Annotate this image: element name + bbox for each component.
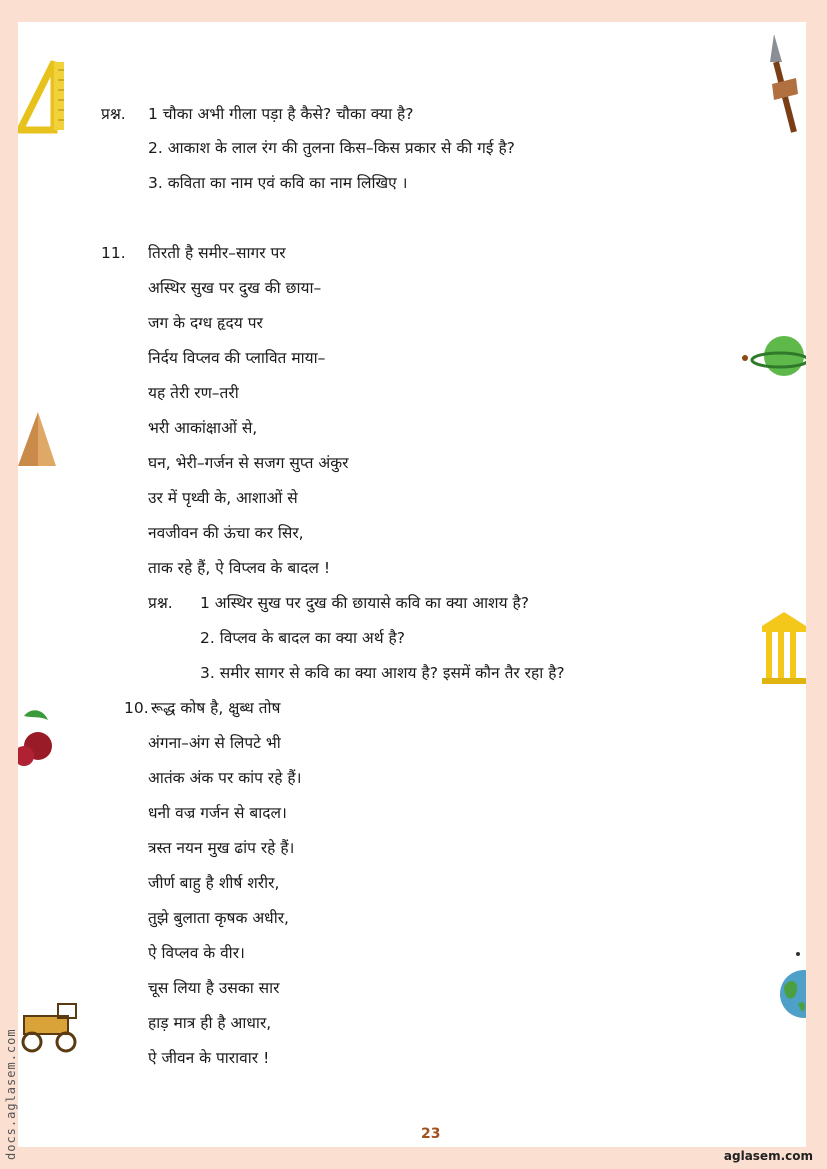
question-1: 1 अस्थिर सुख पर दुख की छायासे कवि का क्या आशय है?: [200, 594, 529, 612]
question-label: प्रश्न.: [148, 594, 173, 612]
page-sheet: [18, 22, 806, 1147]
question-2: 2. विप्लव के बादल का क्या अर्थ है?: [200, 629, 406, 647]
vintage-car-icon: [18, 994, 84, 1058]
poem-line: नवजीवन की ऊंचा कर सिर,: [148, 524, 304, 542]
ruler-triangle-icon: [18, 60, 66, 134]
globe-icon: [774, 946, 806, 1020]
poem-line: तुझे बुलाता कृषक अधीर,: [148, 909, 289, 927]
poem-line: जीर्ण बाहु है शीर्ष शरीर,: [148, 874, 280, 892]
poem-line: भरी आकांक्षाओं से,: [148, 419, 258, 437]
poem-line: अंगना–अंग से लिपटे भी: [148, 734, 281, 752]
pillar-temple-icon: [760, 608, 806, 686]
poem-line: ऐ विप्लव के वीर।: [148, 944, 245, 962]
poem-line: यह तेरी रण–तरी: [148, 384, 239, 402]
poem-line: चूस लिया है उसका सार: [148, 979, 280, 997]
poem-line: रूद्ध कोष है, क्षुब्ध तोष: [151, 699, 281, 717]
section-number-10: 10.: [124, 699, 149, 717]
question-1: 1 चौका अभी गीला पड़ा है कैसे? चौका क्या है?: [148, 105, 414, 123]
pyramid-icon: [18, 410, 58, 470]
poem-line: निर्दय विप्लव की प्लावित माया–: [148, 349, 326, 367]
watermark-text: docs.aglasem.com: [4, 1028, 18, 1160]
poem-line: उर में पृथ्वी के, आशाओं से: [148, 489, 298, 507]
poem-line: आतंक अंक पर कांप रहे हैं।: [148, 769, 302, 787]
poem-line: ऐ जीवन के पारावार !: [148, 1049, 270, 1067]
section-number-11: 11.: [101, 244, 126, 262]
planet-icon: [740, 334, 806, 380]
poem-line: अस्थिर सुख पर दुख की छाया–: [148, 279, 322, 297]
fruit-icon: [18, 706, 56, 776]
question-3: 3. समीर सागर से कवि का क्या आशय है? इसमें कौन तैर रहा है?: [200, 664, 565, 682]
question-2: 2. आकाश के लाल रंग की तुलना किस–किस प्रकार से की गई है?: [148, 139, 515, 157]
question-3: 3. कविता का नाम एवं कवि का नाम लिखिए ।: [148, 174, 408, 192]
poem-line: त्रस्त नयन मुख ढांप रहे हैं।: [148, 839, 295, 857]
site-label: aglasem.com: [723, 1149, 813, 1163]
poem-line: धनी वज्र गर्जन से बादल।: [148, 804, 287, 822]
page-number: 23: [421, 1126, 441, 1142]
poem-line: हाड़ मात्र ही है आधार,: [148, 1014, 272, 1032]
poem-line: ताक रहे हैं, ऐ विप्लव के बादल !: [148, 559, 331, 577]
question-label: प्रश्न.: [101, 105, 126, 123]
poem-line: जग के दग्ध हृदय पर: [148, 314, 263, 332]
poem-line: घन, भेरी–गर्जन से सजग सुप्त अंकुर: [148, 454, 349, 472]
spear-icon: [766, 32, 806, 136]
poem-line: तिरती है समीर–सागर पर: [148, 244, 286, 262]
